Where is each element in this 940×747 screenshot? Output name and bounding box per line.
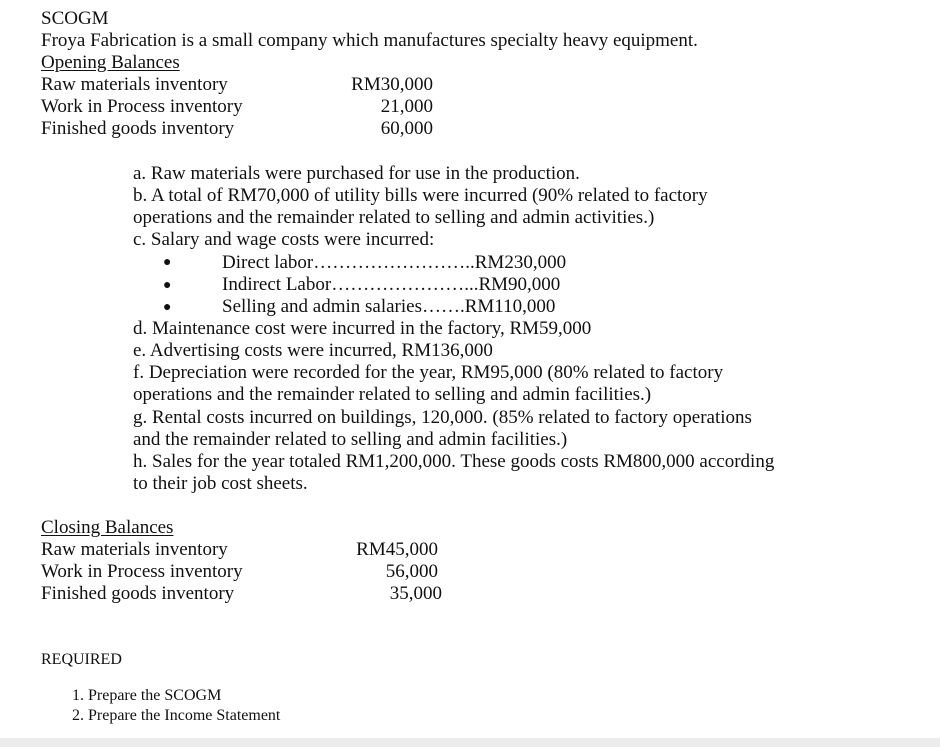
item-f: f. Depreciation were recorded for the year, RM95,000 (80% related to factory <box>133 362 724 383</box>
item-h-continued: to their job cost sheets. <box>133 473 308 494</box>
item-a: a. Raw materials were purchased for use in the production. <box>133 163 580 184</box>
closing-row-label: Finished goods inventory <box>41 583 235 604</box>
bullet-icon: ● <box>163 278 172 293</box>
salary-item-direct-labor: Direct labor……………………..RM230,000 <box>222 252 567 273</box>
required-title: REQUIRED <box>41 651 122 668</box>
closing-balances-title: Closing Balances <box>41 517 174 538</box>
opening-row-value: 21,000 <box>380 96 433 117</box>
item-b-continued: operations and the remainder related to selling and admin activities.) <box>133 207 655 228</box>
closing-row-label: Raw materials inventory <box>41 539 228 560</box>
closing-row-label: Work in Process inventory <box>41 561 243 582</box>
bullet-icon: ● <box>163 255 172 270</box>
salary-item-indirect-labor: Indirect Labor…………………...RM90,000 <box>222 274 561 295</box>
opening-balances-title: Opening Balances <box>41 52 180 73</box>
item-h: h. Sales for the year totaled RM1,200,000. These goods costs RM800,000 according <box>133 451 775 472</box>
item-g-continued: and the remainder related to selling and admin facilities.) <box>133 429 568 450</box>
item-d: d. Maintenance cost were incurred in the factory, RM59,000 <box>133 318 592 339</box>
bottom-scroll-area <box>0 738 940 747</box>
opening-row-label: Finished goods inventory <box>41 118 235 139</box>
intro-text: Froya Fabrication is a small company which manufactures specialty heavy equipment. <box>41 30 698 51</box>
closing-row-value: 35,000 <box>389 583 442 604</box>
item-b: b. A total of RM70,000 of utility bills were incurred (90% related to factory <box>133 185 708 206</box>
required-task-1: 1. Prepare the SCOGM <box>72 687 222 704</box>
item-f-continued: operations and the remainder related to selling and admin facilities.) <box>133 384 652 405</box>
opening-row-value: RM30,000 <box>351 74 433 95</box>
closing-row-value: RM45,000 <box>356 539 438 560</box>
opening-row-label: Work in Process inventory <box>41 96 243 117</box>
opening-row-value: 60,000 <box>380 118 433 139</box>
item-g: g. Rental costs incurred on buildings, 120,000. (85% related to factory operations <box>133 407 752 428</box>
item-e: e. Advertising costs were incurred, RM136,000 <box>133 340 493 361</box>
bullet-icon: ● <box>163 300 172 315</box>
item-c: c. Salary and wage costs were incurred: <box>133 229 435 250</box>
closing-row-value: 56,000 <box>385 561 438 582</box>
opening-row-label: Raw materials inventory <box>41 74 228 95</box>
required-task-2: 2. Prepare the Income Statement <box>72 707 281 724</box>
salary-item-selling-admin: Selling and admin salaries…….RM110,000 <box>222 296 556 317</box>
heading: SCOGM <box>41 8 109 29</box>
